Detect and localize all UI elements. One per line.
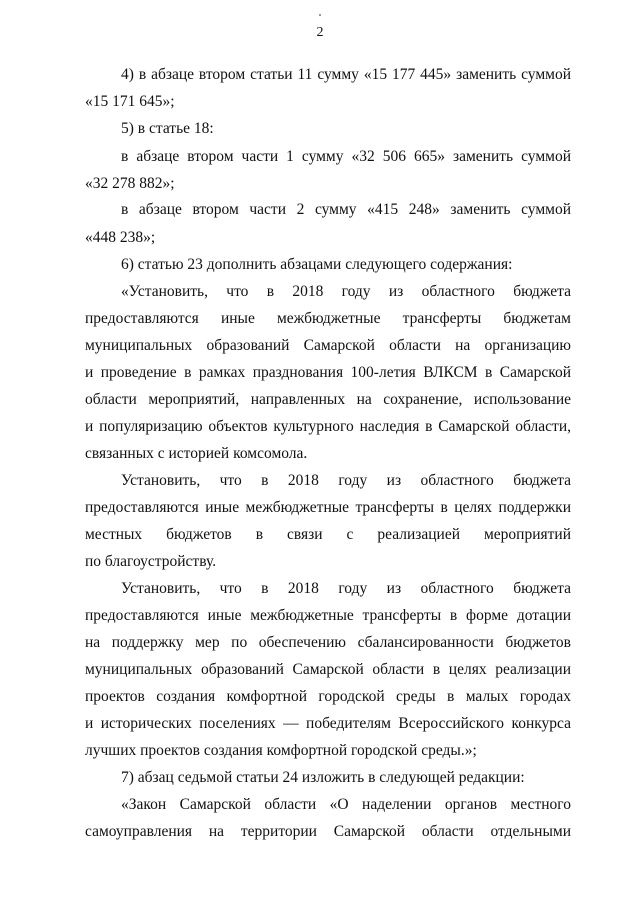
text-line: «Установить, что в 2018 году из областного бюджета (121, 283, 571, 300)
text-line: по благоустройству. (85, 553, 217, 570)
text-line: 4) в абзаце втором статьи 11 сумму «15 177 445» заменить суммой (121, 66, 571, 83)
text-line: и популяризацию объектов культурного наследия в Самарской области, (85, 418, 571, 435)
text-line: местных бюджетов в связи с реализацией мероприятий (85, 526, 571, 543)
text-line: 6) статью 23 дополнить абзацами следующего содержания: (121, 256, 513, 273)
text-line: предоставляются иные межбюджетные трансферты в целях поддержки (85, 499, 571, 516)
text-line: предоставляются иные межбюджетные трансферты в форме дотации (85, 607, 571, 624)
text-line: и проведение в рамках празднования 100-летия ВЛКСМ в Самарской (85, 364, 571, 381)
text-line: самоуправления на территории Самарской области отдельными (85, 823, 571, 840)
text-line: лучших проектов создания комфортной городской среды.»; (85, 742, 477, 759)
text-line: области мероприятий, направленных на сохранение, использование (85, 391, 571, 408)
text-line: проектов создания комфортной городской среды в малых городах (85, 688, 571, 705)
text-line: «Закон Самарской области «О наделении органов местного (121, 796, 571, 813)
page-number: 2 (316, 25, 324, 40)
text-line: «448 238»; (85, 229, 156, 246)
scan-speck (319, 14, 321, 16)
text-line: предоставляются иные межбюджетные трансферты бюджетам (85, 310, 571, 327)
text-line: Установить, что в 2018 году из областного бюджета (121, 472, 571, 489)
text-line: муниципальных образований Самарской области в целях реализации (85, 661, 571, 678)
text-line: муниципальных образований Самарской области на организацию (85, 337, 571, 354)
text-line: 7) абзац седьмой статьи 24 изложить в следующей редакции: (121, 769, 525, 786)
text-line: «15 171 645»; (85, 93, 175, 110)
text-line: на поддержку мер по обеспечению сбалансированности бюджетов (85, 634, 571, 651)
text-line: 5) в статье 18: (121, 120, 214, 137)
text-line: в абзаце втором части 2 сумму «415 248» заменить суммой (121, 201, 571, 218)
text-line: Установить, что в 2018 году из областного бюджета (121, 580, 571, 597)
text-line: связанных с историей комсомола. (85, 445, 308, 462)
text-line: «32 278 882»; (85, 175, 175, 192)
text-line: и исторических поселениях — победителям Всероссийского конкурса (85, 715, 571, 732)
text-line: в абзаце втором части 1 сумму «32 506 665» заменить суммой (121, 148, 571, 165)
